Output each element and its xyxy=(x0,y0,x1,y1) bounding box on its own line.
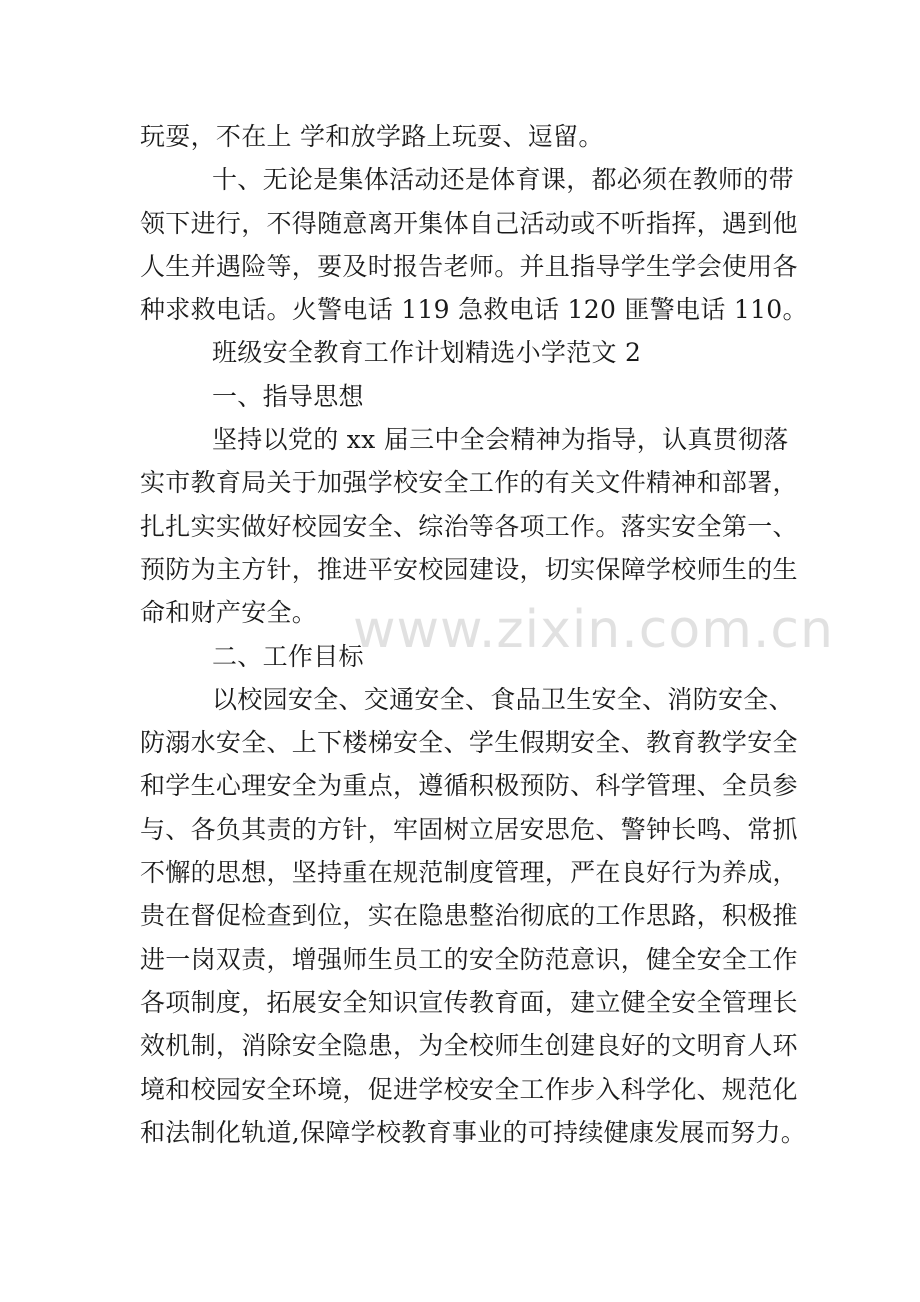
text-line: 预防为主方针，推进平安校园建设，切实保障学校师生的生 xyxy=(140,554,798,584)
text-line: 各项制度，拓展安全知识宣传教育面，建立健全安全管理长 xyxy=(140,987,798,1017)
section-heading: 二、工作目标 xyxy=(212,641,364,671)
text-line: 实市教育局关于加强学校安全工作的有关文件精神和部署， xyxy=(140,468,798,498)
text-line: 命和财产安全。 xyxy=(140,598,318,628)
text-line: 防溺水安全、上下楼梯安全、学生假期安全、教育教学安全 xyxy=(140,728,798,758)
text-line: 以校园安全、交通安全、食品卫生安全、消防安全、 xyxy=(212,684,794,714)
text-line: 和学生心理安全为重点，遵循积极预防、科学管理、全员参 xyxy=(140,771,798,801)
text-line: 扎扎实实做好校园安全、综治等各项工作。落实安全第一、 xyxy=(140,511,798,541)
text-line: 境和校园安全环境，促进学校安全工作步入科学化、规范化 xyxy=(140,1074,798,1104)
text-line: 进一岗双责，增强师生员工的安全防范意识，健全安全工作 xyxy=(140,944,798,974)
text-line: 玩耍，不在上 学和放学路上玩耍、逗留。 xyxy=(140,122,604,151)
text-line: 和法制化轨道,保障学校教育事业的可持续健康发展而努力。 xyxy=(140,1117,807,1147)
text-line: 十、无论是集体活动还是体育课，都必须在教师的带 xyxy=(212,165,794,195)
text-line: 种求救电话。火警电话 119 急救电话 120 匪警电话 110。 xyxy=(140,295,808,325)
text-line: 领下进行，不得随意离开集体自己活动或不听指挥，遇到他 xyxy=(140,208,798,238)
text-line: 人生并遇险等，要及时报告老师。并且指导学生学会使用各 xyxy=(140,251,798,281)
section-title: 班级安全教育工作计划精选小学范文 2 xyxy=(212,338,642,368)
section-heading: 一、指导思想 xyxy=(212,381,364,411)
text-line: 与、各负其责的方针，牢固树立居安思危、警钟长鸣、常抓 xyxy=(140,814,798,844)
watermark: www.zixin.com.cn xyxy=(353,600,834,660)
text-line: 效机制，消除安全隐患，为全校师生创建良好的文明育人环 xyxy=(140,1031,798,1061)
text-line: 贵在督促检查到位，实在隐患整治彻底的工作思路，积极推 xyxy=(140,901,798,931)
text-line: 不懈的思想，坚持重在规范制度管理，严在良好行为养成， xyxy=(140,858,798,888)
text-line: 坚持以党的 xx 届三中全会精神为指导，认真贯彻落 xyxy=(212,425,789,455)
